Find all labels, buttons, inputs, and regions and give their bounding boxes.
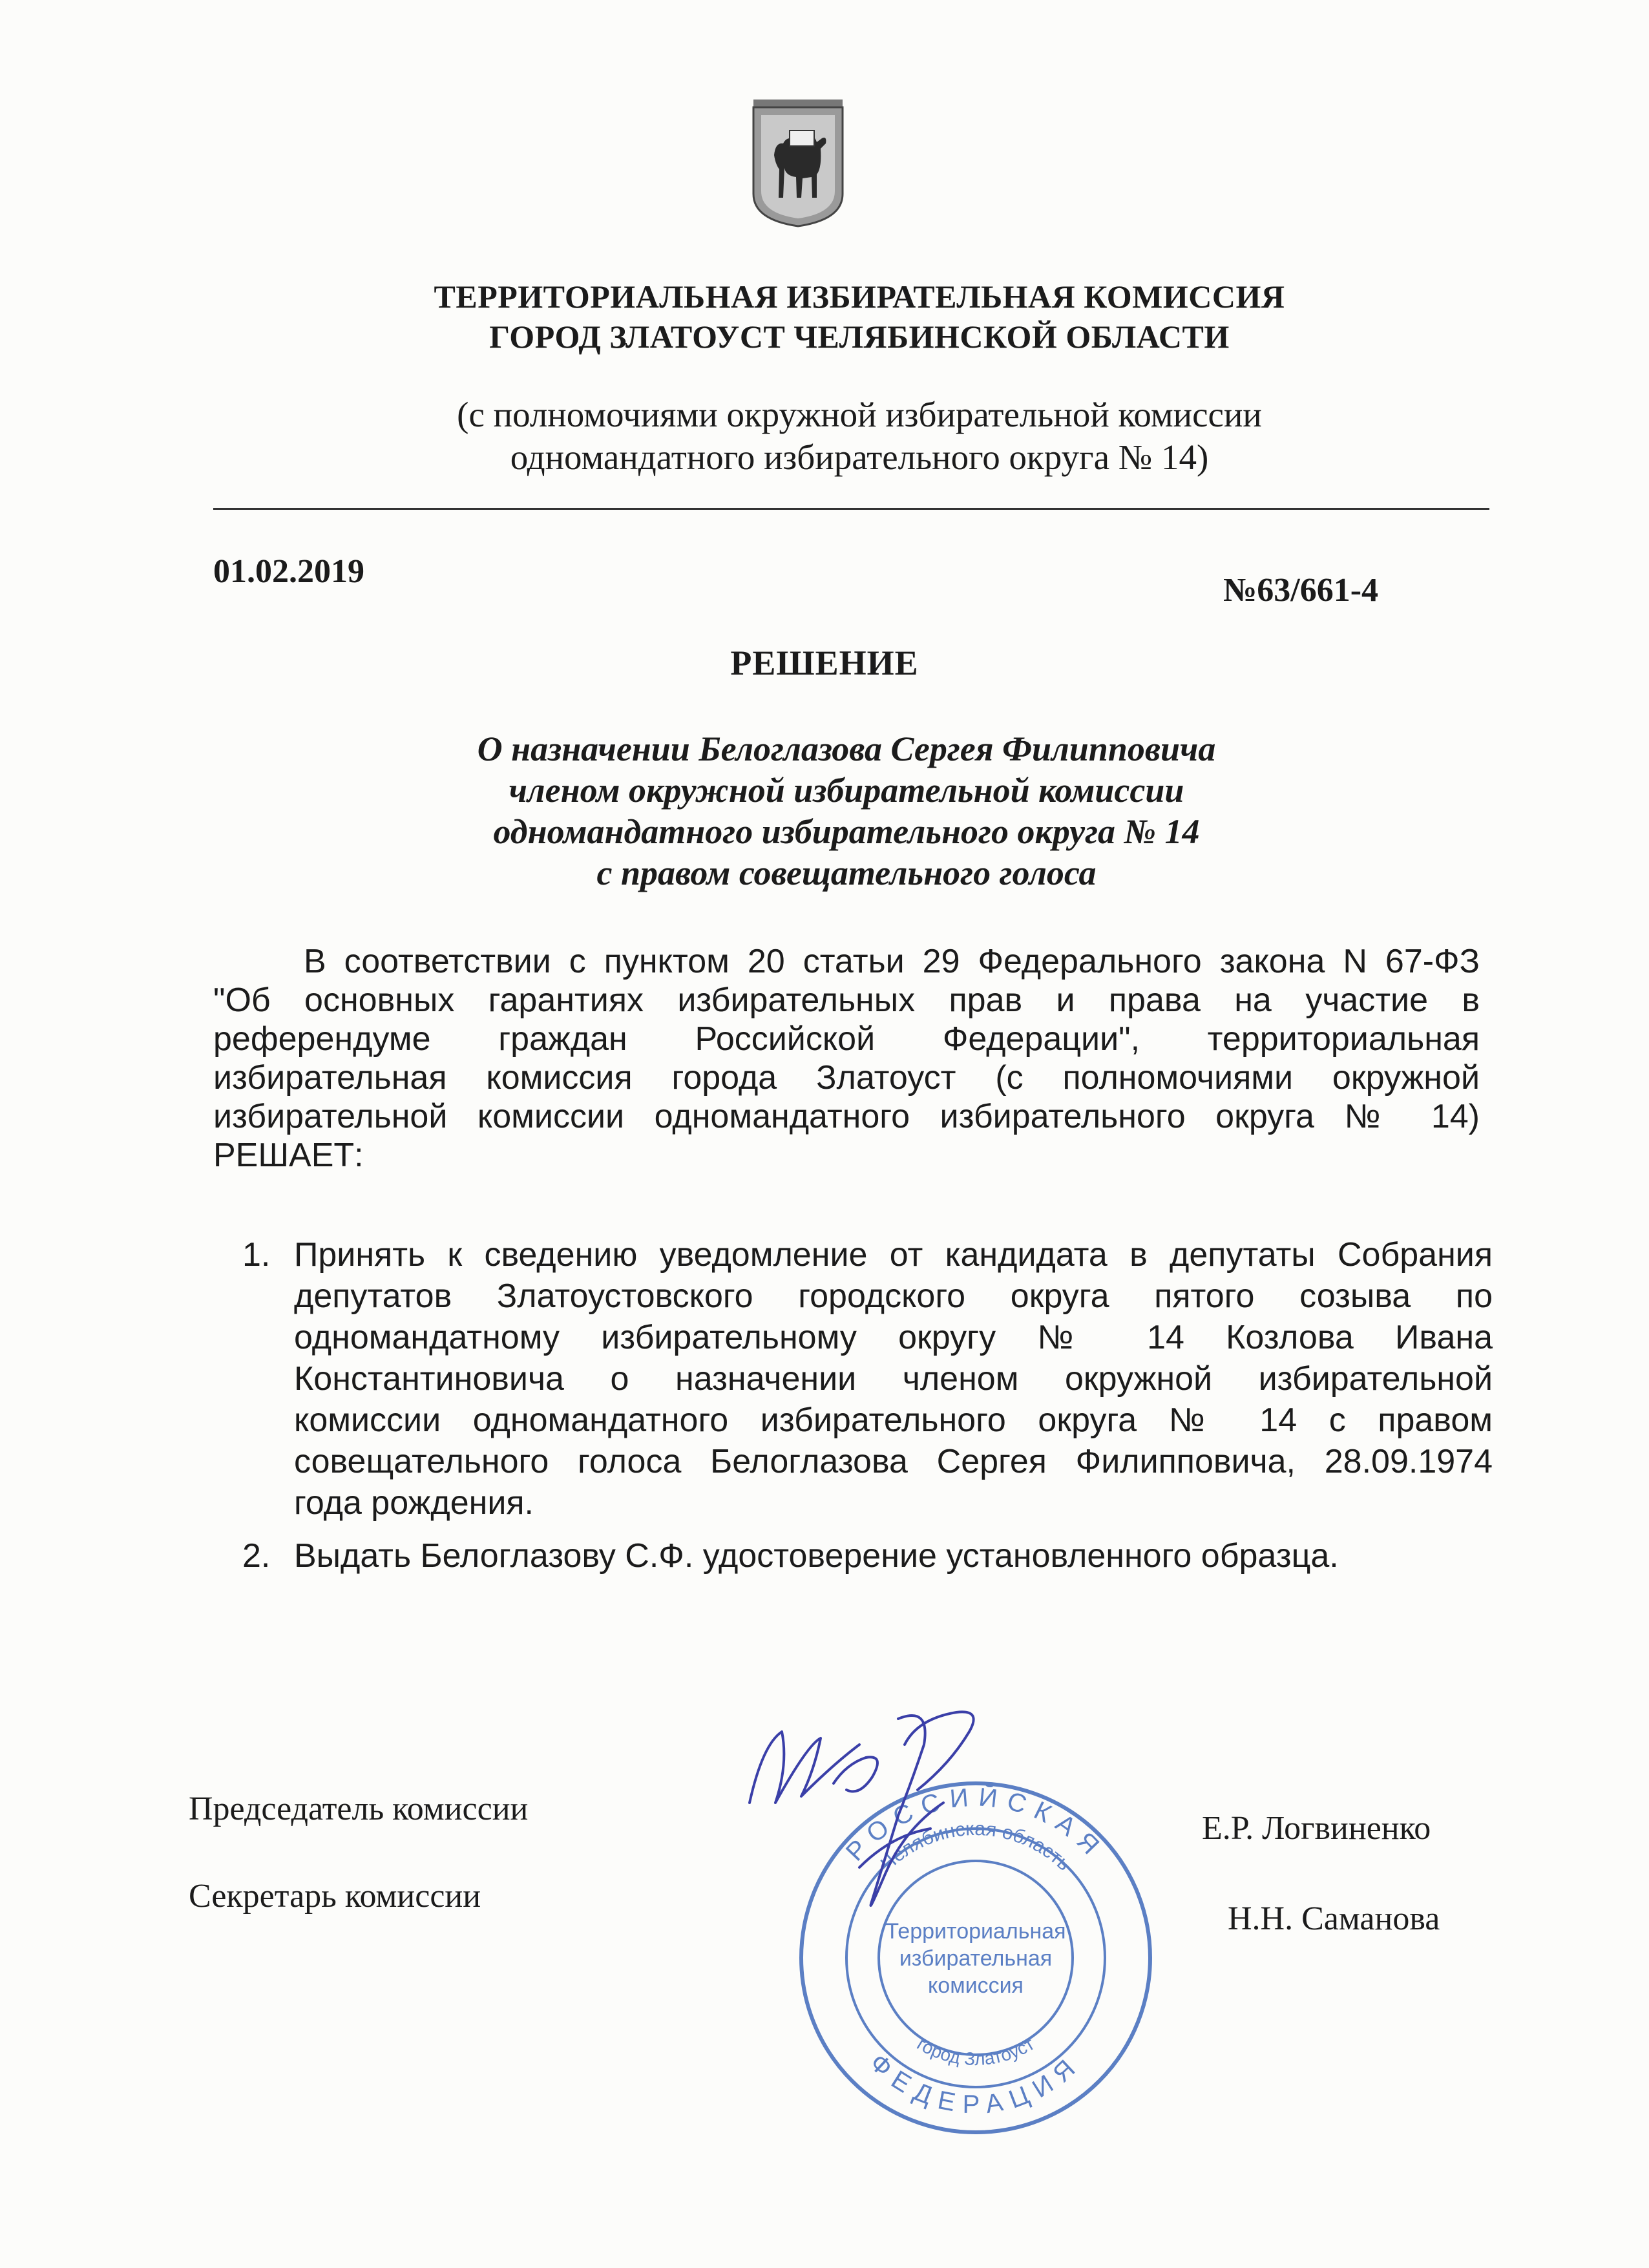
preamble-line: избирательная комиссия города Златоуст (с полномочиями окружной: [213, 1059, 1480, 1097]
preamble-line: В соответствии с пунктом 20 статьи 29 Федерального закона N 67-ФЗ: [304, 943, 1480, 980]
header-divider: [213, 508, 1489, 510]
organization-name-line1: ТЕРРИТОРИАЛЬНАЯ ИЗБИРАТЕЛЬНАЯ КОМИССИЯ: [434, 278, 1285, 315]
preamble-line: "Об основных гарантиях избирательных прав и права на участие в: [213, 982, 1480, 1019]
handwritten-signature: [737, 1706, 1008, 1938]
subject-line: одномандатного избирательного округа № 14: [493, 812, 1200, 851]
stamp-outer-top-text: РОССИЙСКАЯ: [840, 1783, 1111, 1867]
powers-note-line2: одномандатного избирательного округа № 14): [510, 437, 1209, 477]
stamp-center-line3: комиссия: [928, 1973, 1024, 1998]
coat-of-arms-emblem: [750, 97, 846, 229]
decision-number: №63/661-4: [1223, 572, 1379, 609]
preamble-line: избирательной комиссии одномандатного избирательного округа № 14): [213, 1098, 1480, 1135]
stamp-center-line1: Территориальная: [885, 1919, 1066, 1944]
item-line: года рождения.: [294, 1484, 534, 1522]
item-line: одномандатному избирательному округу № 14 Козлова Ивана: [294, 1319, 1493, 1356]
document-title: РЕШЕНИЕ: [730, 644, 919, 682]
powers-note-line1: (с полномочиями окружной избирательной комиссии: [457, 395, 1262, 434]
decision-date: 01.02.2019: [213, 553, 364, 590]
item-number: 2.: [242, 1537, 271, 1575]
secretary-label: Секретарь комиссии: [189, 1878, 481, 1915]
item-line: Выдать Белоглазову С.Ф. удостоверение установленного образца.: [294, 1537, 1339, 1575]
secretary-name: Н.Н. Саманова: [1228, 1900, 1440, 1937]
item-number: 1.: [242, 1236, 271, 1274]
subject-line: членом окружной избирательной комиссии: [509, 771, 1184, 810]
stamp-ring-top-text: Челябинская область: [876, 1818, 1075, 1875]
stamp-ring-bottom-text: город Златоуст: [913, 2033, 1038, 2070]
preamble-line: референдуме граждан Российской Федерации", территориальная: [213, 1020, 1480, 1058]
subject-line: О назначении Белоглазова Сергея Филипповича: [477, 730, 1216, 768]
item-line: депутатов Златоустовского городского округа пятого созыва по: [294, 1277, 1493, 1315]
item-line: Принять к сведению уведомление от кандидата в депутаты Собрания: [294, 1236, 1493, 1274]
subject-line: с правом совещательного голоса: [596, 854, 1097, 892]
stamp-outer-bottom-text: ФЕДЕРАЦИЯ: [864, 2048, 1087, 2119]
organization-name-line2: ГОРОД ЗЛАТОУСТ ЧЕЛЯБИНСКОЙ ОБЛАСТИ: [489, 319, 1230, 355]
item-line: комиссии одномандатного избирательного округа № 14 с правом: [294, 1402, 1493, 1439]
stamp-center-line2: избирательная: [899, 1946, 1053, 1971]
chair-label: Председатель комиссии: [189, 1790, 529, 1827]
chair-name: Е.Р. Логвиненко: [1202, 1810, 1431, 1847]
preamble-line: РЕШАЕТ:: [213, 1137, 364, 1174]
item-line: совещательного голоса Белоглазова Сергея Филипповича, 28.09.1974: [294, 1443, 1493, 1480]
item-line: Константиновича о назначении членом окружной избирательной: [294, 1360, 1493, 1398]
